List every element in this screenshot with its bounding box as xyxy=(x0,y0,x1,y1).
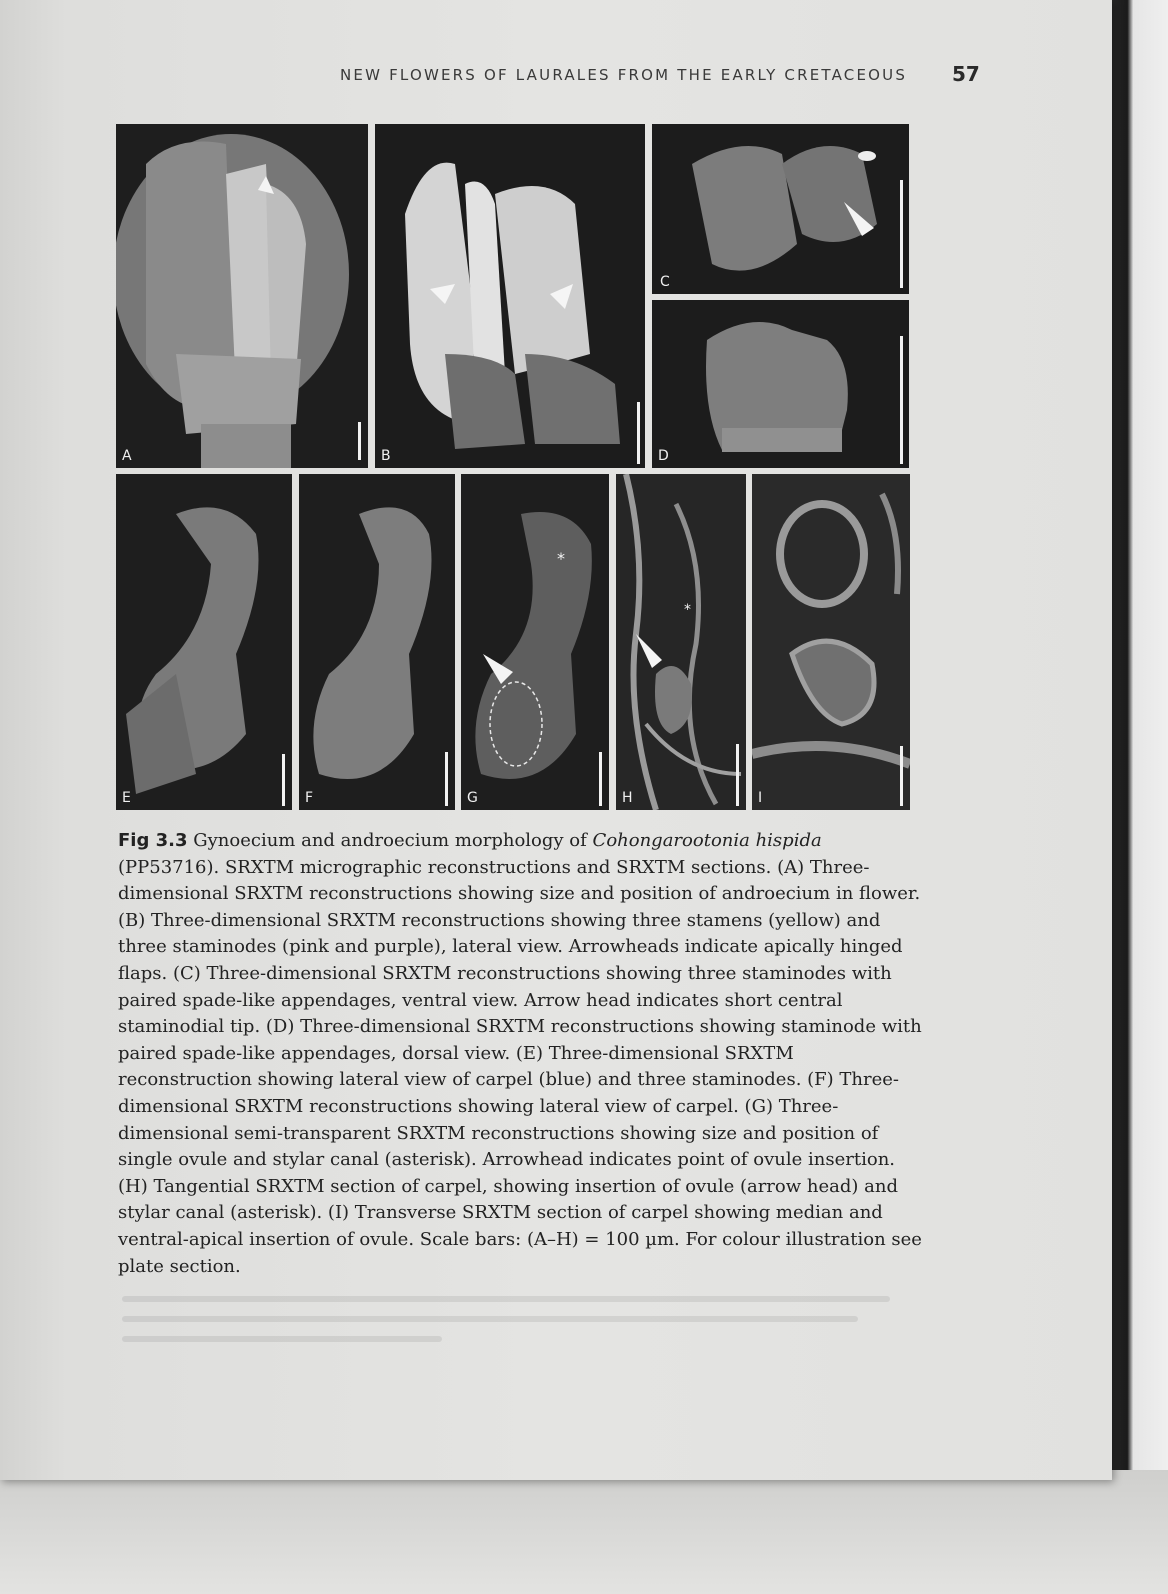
caption-lead: Gynoecium and androecium morphology of xyxy=(193,830,587,851)
panel-g-image xyxy=(461,474,609,810)
scale-bar xyxy=(445,752,448,806)
panel-letter: F xyxy=(305,790,314,806)
backdrop-table xyxy=(0,1470,1168,1594)
panel-letter: A xyxy=(122,448,132,464)
running-head xyxy=(340,62,980,90)
scale-bar xyxy=(900,336,903,464)
backdrop-book-edge xyxy=(1110,0,1168,1594)
figure-label: Fig 3.3 xyxy=(118,830,188,851)
svg-text:*: * xyxy=(557,549,565,568)
scale-bar xyxy=(900,746,903,806)
scale-bar xyxy=(358,422,361,460)
panel-letter: B xyxy=(381,448,391,464)
figure-panel-g xyxy=(461,474,609,810)
figure-caption xyxy=(118,828,928,1280)
figure-panel-h xyxy=(616,474,746,810)
panel-letter: I xyxy=(758,790,763,806)
svg-text:*: * xyxy=(684,602,691,618)
panel-h-image xyxy=(616,474,746,810)
panel-letter: D xyxy=(658,448,669,464)
panel-a-image xyxy=(116,124,368,468)
panel-letter: E xyxy=(122,790,131,806)
panel-i-image xyxy=(752,474,910,810)
species-name: Cohongarootonia hispida xyxy=(592,830,822,851)
figure-panel-e xyxy=(116,474,292,810)
figure-panel-d xyxy=(652,300,909,468)
figure-panel-i xyxy=(752,474,910,810)
panel-letter: G xyxy=(467,790,478,806)
scale-bar xyxy=(900,180,903,288)
scale-bar xyxy=(637,402,640,464)
panel-c-image xyxy=(652,124,909,294)
scale-bar xyxy=(736,744,739,806)
panel-letter: C xyxy=(660,274,670,290)
scale-bar xyxy=(599,752,602,806)
panel-f-image xyxy=(299,474,455,810)
figure-panel-c xyxy=(652,124,909,294)
panel-d-image xyxy=(652,300,909,468)
caption-paragraph xyxy=(118,828,928,1280)
figure-panel-a xyxy=(116,124,368,468)
figure-panel-b xyxy=(375,124,645,468)
caption-body: (PP53716). SRXTM micrographic reconstructions and SRXTM sections. (A) Three-dimensional SRXTM reconstructions showing size and position of androecium in flower. (B) Three-dimensional SRXTM reconstructions showing three stamens (yellow) and three staminodes (pink and purple), lateral view. Arrowheads indicate apically hinged flaps. (C) Three-dimensional SRXTM reconstructions showing three staminodes with paired spade-like appendages, ventral view. Arrow head indicates short central staminodial tip. (D) Three-dimensional SRXTM reconstructions showing staminode with paired spade-like appendages, dorsal view. (E) Three-dimensional SRXTM reconstruction showing lateral view of carpel (blue) and three staminodes. (F) Three-dimensional SRXTM reconstructions showing lateral view of carpel. (G) Three-dimensional semi-transparent SRXTM reconstructions showing size and position of single ovule and stylar canal (asterisk). Arrowhead indicates point of ovule insertion. (H) Tangential SRXTM section of carpel, showing insertion of ovule (arrow head) and stylar canal (asterisk). (I) Transverse SRXTM section of carpel showing median and ventral-apical insertion of ovule. Scale bars: (A–H) = 100 µm. For colour illustration see plate section. xyxy=(118,856,922,1277)
panel-b-image xyxy=(375,124,645,468)
page-number: 57 xyxy=(952,62,980,86)
running-head-title: NEW FLOWERS OF LAURALES FROM THE EARLY CRETACEOUS xyxy=(340,66,908,84)
show-through-text xyxy=(122,1296,922,1356)
scale-bar xyxy=(282,754,285,806)
panel-e-image xyxy=(116,474,292,810)
panel-letter: H xyxy=(622,790,633,806)
figure-panel-f xyxy=(299,474,455,810)
